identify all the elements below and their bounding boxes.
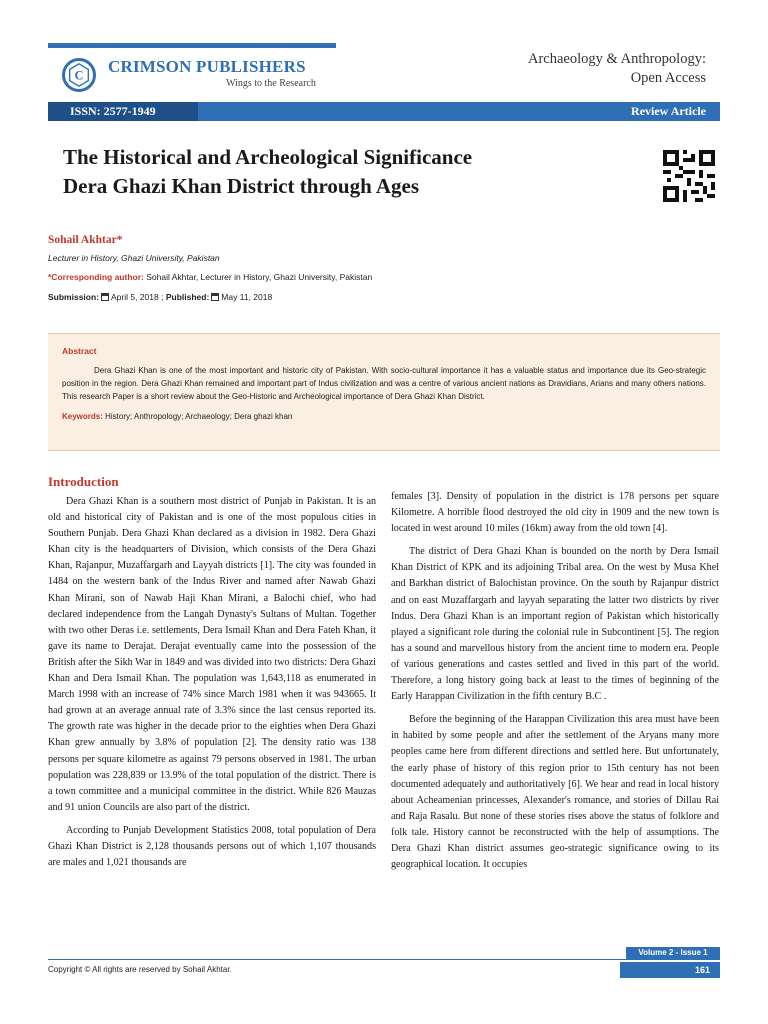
submission-label: Submission: [48, 292, 100, 302]
paragraph: females [3]. Density of population in the district is 178 persons per square Kilometre. A horrible flood destroyed the old city in 1909 and the new town is located in west around 10 miles (16km) away from the old town [4]. [391, 491, 719, 535]
body-column-right [391, 489, 719, 880]
article-title [63, 143, 643, 201]
abstract-box [48, 333, 720, 451]
keywords-label: Keywords: [62, 412, 103, 421]
keywords-list: History; Anthropology; Archaeology; Dera ghazi khan [102, 412, 293, 421]
published-label: Published: [165, 292, 210, 302]
publisher-logo [62, 58, 96, 92]
logo-c-icon [65, 60, 93, 90]
header-accent-bar [48, 43, 336, 48]
submission-date: April 5, 2018 ; [111, 292, 164, 302]
article-type: Review Article [631, 104, 706, 118]
paragraph: Before the beginning of the Harappan Civilization this area must have been in habited by some people and after the settlement of the Aryans many more peoples came here from different directions and settled here. But unfortunately, the early phase of history of this region prior to 15th century has not been documented adequately and authoritatively [6]. We hear and read in local history about Acheamenian princesses, Alexander's romance, and stories of Dillau Rai and Raja Rasalu. But none of these stories rises above the status of folklore and folk tale. History cannot be reconstructed with the help of assumptions. The Dera Ghazi Khan district assumes geo-strategic significance owing to its geographical location. It occupies [391, 714, 719, 871]
volume-issue-label: Volume 2 - Issue 1 [626, 947, 720, 959]
article-title-line2: Dera Ghazi Khan District through Ages [63, 174, 420, 198]
paragraph: According to Punjab Development Statistics 2008, total population of Dera Ghazi Khan District is 2,128 thousands persons out of which 1,107 thousands are males and 1,021 thousands are [48, 824, 376, 869]
page-number: 161 [620, 962, 720, 978]
paragraph: The district of Dera Ghazi Khan is bounded on the north by Dera Ismail Khan District of KPK and its adjoining Tribal area. On the west by Musa Khel and Barkhan district of Balochistan province. On the south by Rajanpur district and on east Muzaffargarh and layyah separating the latter two districts by river Indus. Dera Ghazi Khan is an important region of Pakistan which historically played a significant role during the colonial rule in Subcontinent [5]. The region has a sound and marvellous history from the ancient time to modern era. People of various generations and castes settled and lived in this part of the world. Therefore, a long history going back at least to the times of beginning of the Early Harappan Civilization in the fifth century B.C . [391, 546, 719, 703]
author-name: Sohail Akhtar* [48, 234, 123, 246]
copyright-text: Copyright © All rights are reserved by Sohail Akhtar. [48, 965, 232, 974]
abstract-text: Dera Ghazi Khan is one of the most important and historic city of Pakistan. With socio-cultural importance it has a valuable status and importance due its Geo-strategic position in the region. Dera Ghazi Khan remained and important part of Indus civilization and was a centre of various ancient nations as Dravidians, Arians and many others nations. This research Paper is a short review about the Geo-Historic and Archeological importance of Dera Ghazi Khan District. [62, 366, 706, 401]
published-date: May 11, 2018 [221, 292, 273, 302]
calendar-icon [101, 293, 109, 301]
author-affiliation: Lecturer in History, Ghazi University, Pakistan [48, 253, 220, 263]
corr-text: Sohail Akhtar, Lecturer in History, Ghazi University, Pakistan [143, 272, 373, 282]
qr-code-icon[interactable] [663, 150, 715, 202]
paragraph: Dera Ghazi Khan is a southern most district of Punjab in Pakistan. It is an old and historical city of Pakistan and is one of the most populous cities in Southern Punjab. Dera Ghazi Khan declared as a division in 1982. Dera Ghazi Khan city is the headquarters of Division, which consists of the Dera Ghazi Khan, Rajanpur, Muzaffargarh and Layyah districts [1]. The city was founded in 1484 on the western bank of the Indus River and named after Nawab Ghazi Khan Mirani, son of Nawab Haji Khan Mirani, a Balochi chief, who had declared independence from the Langah Dynasty's Sultans of Multan. Together with two other Deras i.e. settlements, Dera Ismail Khan and Dera Fateh Khan, it gave its name to Derajat. Derajat eventually came into the possession of the British after the Sikh War in 1849 and was divided into two districts: Dera Ghazi Khan and Dera Ismail Khan. The population was 1,643,118 as enumerated in March 1998 with an increase of 74% since March 1981 when it was 943665. It had grown at an average annual rate of 3.3% since the last census reported its. The growth rate was higher in the decade prior to the eighties when Dera Ghazi Khan grew annually by 3.8% of population [2]. The density ratio was 138 persons per square kilometre as against 79 persons observed in 1981. The urban population was 228,839 or 13.9% of the total population of the district. There is a town committee and a municipal committee in the district. While 826 Mauzas and 91 union Councils are also part of the district. [48, 496, 376, 813]
footer-divider [48, 959, 720, 960]
body-column-left [48, 494, 376, 878]
article-title-line1: The Historical and Archeological Significance [63, 145, 473, 169]
svg-text:C: C [74, 68, 84, 83]
journal-name-line2: Open Access [630, 70, 706, 86]
corr-label: *Corresponding author: [48, 272, 144, 282]
publisher-name: CRIMSON PUBLISHERS [108, 57, 306, 76]
issn-label: ISSN: 2577-1949 [70, 104, 156, 118]
section-heading-introduction: Introduction [48, 474, 119, 489]
keywords [62, 412, 706, 421]
calendar-icon [211, 293, 219, 301]
abstract-heading: Abstract [62, 346, 97, 356]
corresponding-author [48, 272, 372, 282]
journal-name-line1: Archaeology & Anthropology: [527, 51, 706, 67]
publisher-tagline: Wings to the Research [226, 78, 316, 89]
journal-name [528, 50, 706, 88]
article-dates [48, 292, 272, 302]
